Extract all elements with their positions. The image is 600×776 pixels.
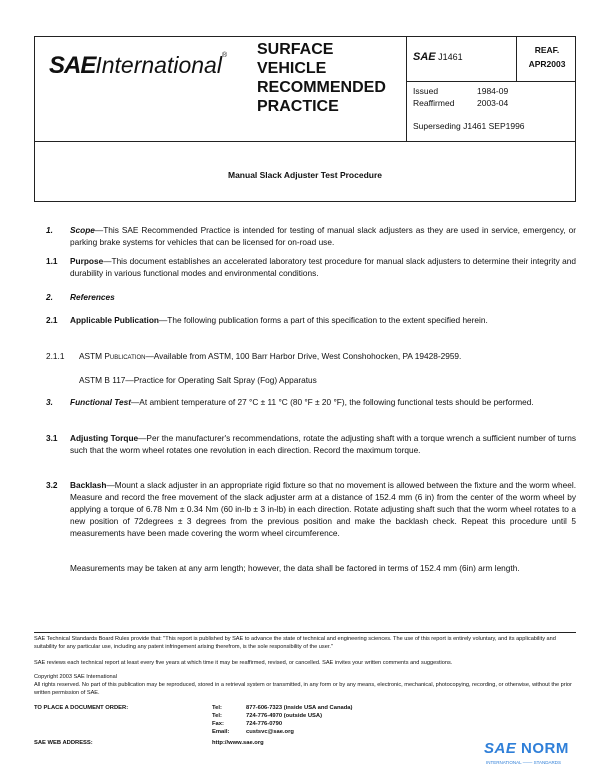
section-number: 2.1 bbox=[46, 315, 58, 325]
header-divider bbox=[516, 37, 517, 81]
section-purpose: Purpose—This document establishes an accelerated laboratory test procedure for manual slack adjusters to determine their integrity and durability in various functional modes and environmental conditions. bbox=[70, 256, 576, 278]
section-number: 3. bbox=[46, 397, 53, 407]
web-label: SAE WEB ADDRESS: bbox=[34, 740, 93, 746]
order-label: TO PLACE A DOCUMENT ORDER: bbox=[34, 705, 129, 711]
title-band bbox=[34, 142, 576, 202]
document-header bbox=[34, 36, 576, 142]
section-number: 2.1.1 bbox=[46, 351, 65, 361]
section-number: 3.1 bbox=[46, 433, 58, 443]
section-number: 3.2 bbox=[46, 480, 58, 490]
web-link[interactable]: http://www.sae.org bbox=[212, 740, 264, 746]
fax-number[interactable]: 724-776-0790 bbox=[246, 721, 283, 727]
sae-international-logo: SAEInternational® bbox=[49, 52, 228, 79]
section-applicable-publication: Applicable Publication—The following publication forms a part of this specification to the extent specified herein. bbox=[70, 315, 488, 325]
section-scope: Scope—This SAE Recommended Practice is intended for testing of manual slack adjusters as they are used in service, emergency, or parking brake systems for vehicles that can be licensed for on-road use. bbox=[70, 225, 576, 247]
section-number: 1. bbox=[46, 225, 53, 235]
section-astm-publication: ASTM Publication—Available from ASTM, 100 Barr Harbor Drive, West Conshohocken, PA 19428-2959. bbox=[79, 351, 462, 361]
document-type: SURFACE VEHICLE RECOMMENDED PRACTICE bbox=[257, 41, 386, 115]
phone-intl[interactable]: 724-776-4970 (outside USA) bbox=[246, 713, 323, 719]
standard-number: SAE J1461 bbox=[413, 51, 463, 63]
header-divider bbox=[406, 81, 576, 82]
issue-dates: Issued 1984-09 Reaffirmed 2003-04 bbox=[413, 86, 509, 108]
footer-review: SAE reviews each technical report at least every five years at which time it may be reaffirmed, revised, or cancelled. SAE invites your written comments and suggestions. bbox=[34, 660, 453, 666]
section-number: 1.1 bbox=[46, 256, 58, 266]
footer-copyright: Copyright 2003 SAE International bbox=[34, 674, 118, 680]
sae-norm-watermark: SAE NORM bbox=[484, 740, 569, 757]
astm-reference: ASTM B 117—Practice for Operating Salt Spray (Fog) Apparatus bbox=[79, 375, 317, 385]
section-adjusting-torque: Adjusting Torque—Per the manufacturer's recommendations, rotate the adjusting shaft with a torque wrench a sufficient number of turns such that the worm wheel rotates one revolution in each direction. Record the maximum torque. bbox=[70, 433, 576, 455]
reaffirmed-stamp: REAF. APR2003 bbox=[528, 45, 566, 69]
email-link[interactable]: custsvc@sae.org bbox=[246, 729, 294, 735]
document-title: Manual Slack Adjuster Test Procedure bbox=[228, 170, 382, 180]
section-backlash: Backlash—Mount a slack adjuster in an appropriate rigid fixture so that no movement is allowed between the fixture and the worm wheel. Measure and record the free movement of the slack adjuster arm at a distance of 152.4 mm (6 in) from the center of the worm wheel by applying a torque of 6.78 Nm ± 0.34 Nm (60 in-lb ± 3 in-lb) in each direction. Rotate adjusting shaft such that the worm wheel rotates to a new position of 72degrees ± 3 degrees from the previous position and make the backlash check. Repeat this procedure until 5 measurements have been made covering the worm wheel circumference. bbox=[70, 480, 576, 538]
section-references: References bbox=[70, 292, 115, 302]
footer-rules: SAE Technical Standards Board Rules provide that: "This report is published by SAE to advance the state of technical and engineering sciences. The use of this report is entirely voluntary, and its applicability and suitability for any particular use, including any patent infringement arising therefrom, is the sole responsibility of the user." bbox=[34, 636, 556, 650]
header-divider bbox=[406, 37, 407, 141]
backlash-note: Measurements may be taken at any arm length; however, the data shall be factored in terms of 152.4 mm (6in) arm length. bbox=[70, 563, 520, 573]
superseding-note: Superseding J1461 SEP1996 bbox=[413, 121, 525, 131]
footer-divider bbox=[34, 632, 576, 633]
section-functional-test: Functional Test—At ambient temperature of 27 °C ± 11 °C (80 °F ± 20 °F), the following functional tests should be performed. bbox=[70, 397, 534, 407]
watermark-subtitle: INTERNATIONAL ─── STANDARDS bbox=[486, 760, 561, 765]
section-number: 2. bbox=[46, 292, 53, 302]
phone-us[interactable]: 877-606-7323 (inside USA and Canada) bbox=[246, 705, 353, 711]
footer-rights: All rights reserved. No part of this publication may be reproduced, stored in a retrieval system or transmitted, in any form or by any means, electronic, mechanical, photocopying, recording, or otherwise, without the prior written permission of SAE. bbox=[34, 682, 572, 696]
